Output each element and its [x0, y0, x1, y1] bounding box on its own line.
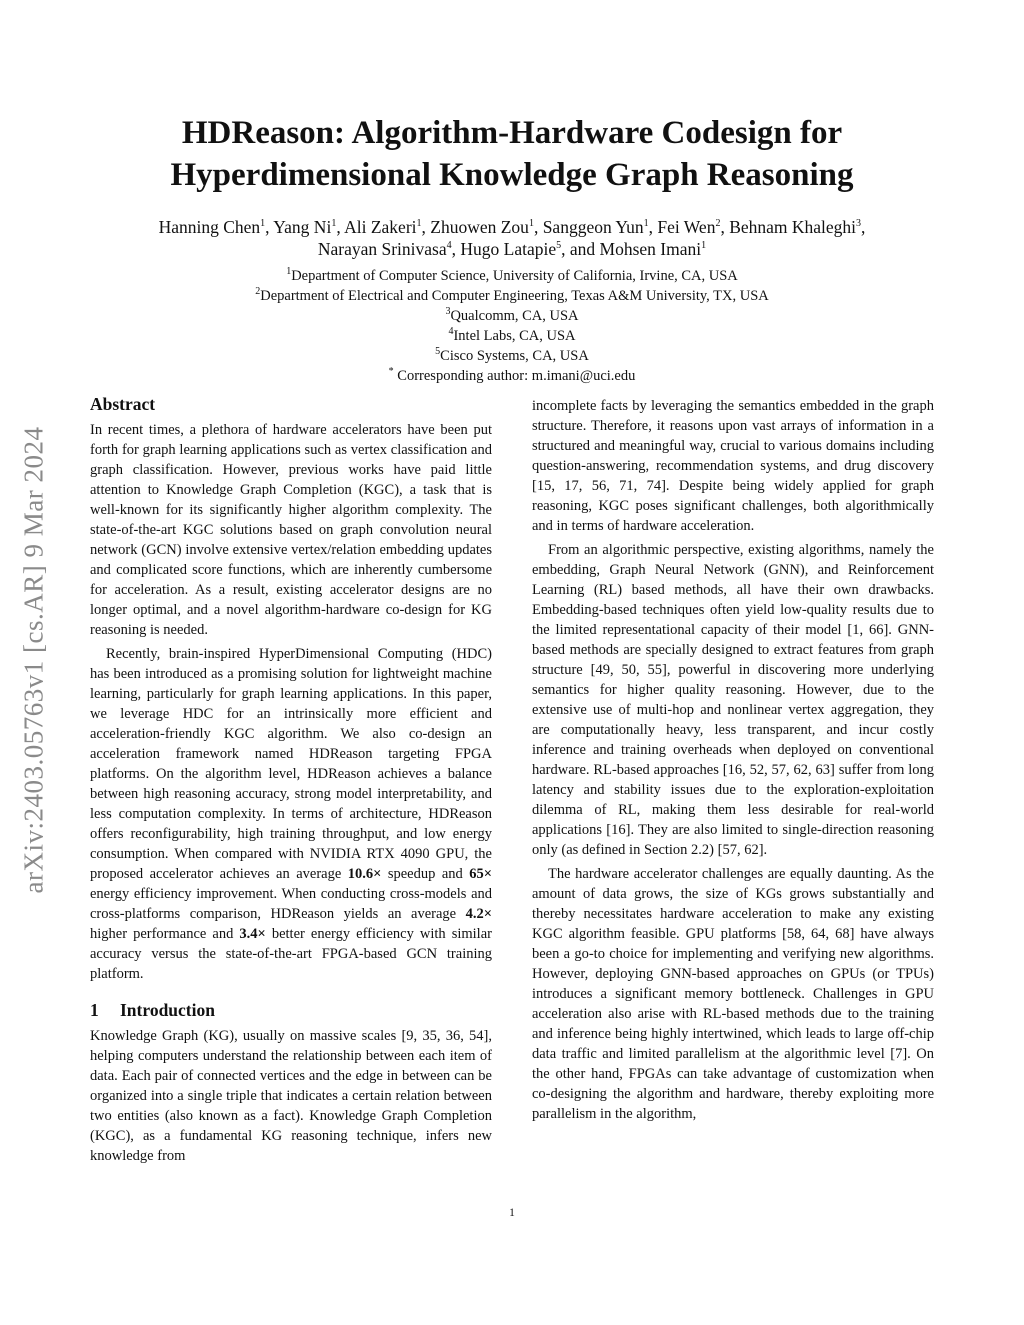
paper-title [70, 112, 954, 196]
affiliation-marker: 3 [445, 306, 451, 318]
affiliation-text: Intel Labs, CA, USA [453, 328, 576, 344]
author-separator: , [336, 217, 345, 237]
affiliation-line [70, 326, 954, 346]
author-separator: , [861, 217, 866, 237]
bold-metric: 4.2× [465, 906, 492, 922]
author-affiliation-marker: 1 [260, 218, 266, 230]
left-column [90, 392, 492, 1170]
text-run: better energy efficiency with similar accuracy versus the state-of-the-art FPGA-based GCN training platform. [90, 926, 492, 982]
affiliation-marker: * [388, 366, 394, 378]
text-run: Recently, brain-inspired HyperDimensional Computing (HDC) has been introduced as a promising solution for lightweight machine learning, particularly for graph learning applications. In this paper, we leverage HDC for an intrinsically more efficient and acceleration-friendly KGC algorithm. We also co-design an acceleration framework named HDReason targeting FPGA platforms. On the algorithm level, HDReason achieves a balance between high reasoning accuracy, strong model interpretability, and less computation complexity. In terms of architecture, HDReason offers reconfigurability, high training throughput, and low energy consumption. When compared with NVIDIA RTX 4090 GPU, the proposed accelerator achieves an average [90, 646, 492, 882]
author-separator: , [265, 217, 274, 237]
right-column [532, 396, 934, 1128]
author-separator: , [421, 217, 431, 237]
author-name: Fei Wen [657, 217, 716, 237]
author-list [70, 216, 954, 260]
affiliation-text: Corresponding author: m.imani@uci.edu [393, 368, 636, 384]
author-affiliation-marker: 5 [556, 240, 562, 252]
page-number: 1 [509, 1207, 515, 1219]
text-run: speedup and [381, 866, 470, 882]
author-name: Ali Zakeri [344, 217, 417, 237]
author-affiliation-marker: 1 [331, 218, 337, 230]
affiliation-line [70, 366, 954, 386]
abstract-paragraph-2 [90, 644, 492, 984]
bold-metric: 65× [469, 866, 492, 882]
author-affiliation-marker: 1 [643, 218, 649, 230]
author-separator: , [720, 217, 730, 237]
author-affiliation-marker: 2 [715, 218, 721, 230]
arxiv-identifier: arXiv:2403.05763v1 [cs.AR] 9 Mar 2024 [18, 426, 49, 894]
author-separator: , [451, 239, 461, 259]
affiliation-text: Cisco Systems, CA, USA [440, 348, 589, 364]
intro-paragraph-2: From an algorithmic perspective, existing algorithms, namely the embedding, Graph Neural Network (GNN), and Reinforcement Learning (RL) based methods, all have their own drawbacks. Embedding-based techniques often yield low-quality results due to the limited representational capacity of their model [1, 66]. GNN-based methods are specially designed to extract features from graph structure [49, 50, 55], powerful in discovering more underlying semantics for higher quality reasoning. However, due to the extensive use of multi-hop and nonlinear vertex aggregation, they are computationally heavy, less transparent, and incur costly inference and training overheads when deployed on conventional hardware. RL-based approaches [16, 52, 57, 62, 63] suffer from long latency and stability issues due to the exploration-exploitation dilemma of RL, making them less desirable for real-world applications [16]. They are also limited to single-direction reasoning only (as defined in Section 2.2) [57, 62]. [532, 542, 934, 858]
paper-header [70, 112, 954, 386]
intro-paragraph-1: Knowledge Graph (KG), usually on massive scales [9, 35, 36, 54], helping computers understand the relationship between each item of data. Each pair of connected vertices and the edge in between can be organized into a single triple that indicates a certain relation between two entities (also known as a fact). Knowledge Graph Completion (KGC), as a fundamental KG reasoning technique, infers new knowledge from [90, 1028, 492, 1164]
author-separator: , [648, 217, 658, 237]
text-run: energy efficiency improvement. When conducting cross-models and cross-platforms comparison, HDReason yields an average [90, 886, 492, 922]
affiliation-line [70, 286, 954, 306]
section-heading-introduction [90, 998, 492, 1022]
affiliation-text: Department of Electrical and Computer Engineering, Texas A&M University, TX, USA [260, 288, 769, 304]
affiliation-list [70, 266, 954, 386]
affiliation-marker: 4 [448, 326, 454, 338]
author-name: Narayan Srinivasa [317, 239, 447, 259]
author-name: Mohsen Imani [599, 239, 702, 259]
affiliation-marker: 1 [286, 266, 292, 278]
affiliation-text: Department of Computer Science, University of California, Irvine, CA, USA [291, 268, 738, 284]
author-name: Zhuowen Zou [430, 217, 529, 237]
arxiv-sidebar [14, 355, 54, 965]
author-separator: , and [561, 239, 600, 259]
intro-paragraph-3: The hardware accelerator challenges are equally daunting. As the amount of data grows, the size of KGs grows substantially and thereby necessitates hardware acceleration to make any existing KGC algorithm feasible. GPU platforms [58, 64, 68] have always been a go-to choice for implementing and verifying new algorithms. However, deploying GNN-based approaches on GPUs (or TPUs) introduces a significant memory bottleneck. Challenges in GPU acceleration also arise with RL-based methods due to the training and inference being highly intertwined, which leads to large off-chip data traffic and limited parallelism at the algorithmic level [7]. On the other hand, FPGAs can take advantage of customization when co-designing the algorithm and hardware, thereby exploiting more parallelism in the algorithm, [532, 866, 934, 1122]
abstract-paragraph-1: In recent times, a plethora of hardware accelerators have been put forth for graph learning applications such as vertex classification and graph classification. However, previous works have paid little attention to Knowledge Graph Completion (KGC), a task that is well-known for its significantly higher algorithm complexity. The state-of-the-art KGC solutions based on graph convolution neural network (GCN) involve extensive vertex/relation embedding updates and complicated score functions, which are inherently cumbersome for acceleration. As a result, existing accelerator designs are no longer optimal, and a novel algorithm-hardware co-design for KG reasoning is needed. [90, 422, 492, 638]
affiliation-text: Qualcomm, CA, USA [450, 308, 579, 324]
affiliation-marker: 2 [255, 286, 261, 298]
affiliation-marker: 5 [435, 346, 441, 358]
intro-paragraph-1-continued: incomplete facts by leveraging the semantics embedded in the graph structure. Therefore, it reasons upon vast arrays of information in a structured and meaningful way, crucial to various domains including question-answering, recommendation systems, and drug discovery [15, 17, 56, 71, 74]. Despite being widely applied for graph reasoning, KGC poses significant challenges, both algorithmically and in terms of hardware acceleration. [532, 398, 934, 534]
author-name: Behnam Khaleghi [729, 217, 857, 237]
affiliation-line [70, 306, 954, 326]
bold-metric: 3.4× [239, 926, 266, 942]
title-line-2: Hyperdimensional Knowledge Graph Reasoning [170, 157, 854, 193]
author-affiliation-marker: 1 [416, 218, 422, 230]
author-name: Hugo Latapie [460, 239, 557, 259]
author-separator: , [533, 217, 543, 237]
author-name: Sanggeon Yun [542, 217, 644, 237]
author-affiliation-marker: 4 [446, 240, 452, 252]
author-affiliation-marker: 1 [701, 240, 707, 252]
section-number: 1 [90, 1000, 99, 1020]
title-line-1: HDReason: Algorithm-Hardware Codesign for [181, 115, 843, 151]
abstract-heading: Abstract [90, 394, 156, 414]
bold-metric: 10.6× [347, 866, 382, 882]
author-name: Yang Ni [273, 217, 332, 237]
author-affiliation-marker: 3 [856, 218, 862, 230]
author-affiliation-marker: 1 [528, 218, 534, 230]
author-name: Hanning Chen [158, 217, 261, 237]
text-run: higher performance and [90, 926, 240, 942]
affiliation-line [70, 346, 954, 366]
section-title: Introduction [120, 1000, 215, 1020]
affiliation-line [70, 266, 954, 286]
